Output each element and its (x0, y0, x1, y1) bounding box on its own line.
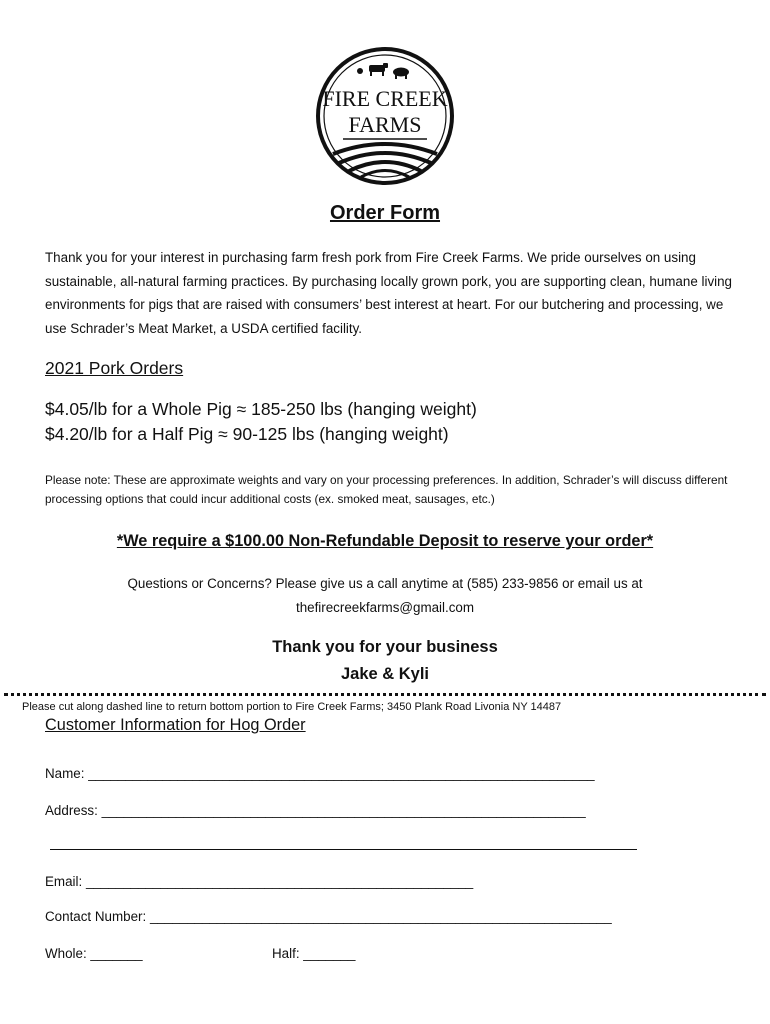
half-blank[interactable]: _______ (303, 946, 356, 961)
customer-info-heading: Customer Information for Hog Order (45, 716, 306, 734)
email-label: Email: (45, 874, 83, 889)
whole-blank[interactable]: _______ (90, 946, 143, 961)
contact-email[interactable]: thefirecreekfarms@gmail.com (295, 600, 475, 615)
contact-line: Questions or Concerns? Please give us a call anytime at (585) 233-9856 or email us at (127, 576, 643, 591)
processing-note: Please note: These are approximate weights and vary on your processing preferences. In addition, Schrader’s will discuss different processing options that could incur additional costs (ex. smoked meat, sausages, etc.) (45, 473, 728, 506)
logo-emblem (305, 46, 465, 186)
contact-number-label: Contact Number: (45, 909, 147, 924)
logo-line1: FIRE CREEK (322, 86, 448, 111)
address-line-2[interactable] (50, 849, 637, 850)
whole-field[interactable] (45, 946, 143, 961)
name-field[interactable] (45, 766, 595, 781)
half-label: Half: (272, 946, 300, 961)
contact-info (0, 572, 770, 620)
animals-icon (357, 63, 409, 79)
intro-paragraph: Thank you for your interest in purchasing farm fresh pork from Fire Creek Farms. We pride ourselves on using sustainable, all-natural farming practices. By purchasing locally grown pork, you are supporting clean, humane living environments for pigs that are raised with consumers’ best interest at heart. For our butchering and processing, we use Schrader’s Meat Market, a USDA certified facility. (45, 250, 733, 337)
name-label: Name: (45, 766, 85, 781)
email-blank[interactable]: ____________________________________________________ (85, 874, 474, 889)
address-field[interactable] (45, 803, 586, 818)
farm-logo (305, 46, 465, 186)
name-blank[interactable]: ____________________________________________________________________ (88, 766, 595, 781)
whole-label: Whole: (45, 946, 87, 961)
address-blank[interactable]: _________________________________________________________________ (101, 803, 586, 818)
contact-number-blank[interactable]: ______________________________________________________________ (149, 909, 612, 924)
price-whole-pig: $4.05/lb for a Whole Pig ≈ 185-250 lbs (hanging weight) (45, 399, 477, 419)
email-field[interactable] (45, 874, 473, 889)
signature-names: Jake & Kyli (340, 665, 430, 683)
page-title: Order Form (329, 202, 441, 224)
price-half-pig: $4.20/lb for a Half Pig ≈ 90-125 lbs (hanging weight) (45, 424, 449, 444)
half-field[interactable] (272, 946, 355, 961)
thanks-line: Thank you for your business (272, 638, 498, 656)
address-label: Address: (45, 803, 98, 818)
logo-line2: FARMS (348, 112, 422, 137)
orders-heading: 2021 Pork Orders (45, 358, 184, 378)
thank-you (0, 634, 770, 688)
cut-instructions: Please cut along dashed line to return bottom portion to Fire Creek Farms; 3450 Plank Road Livonia NY 14487 (22, 701, 562, 713)
contact-number-field[interactable] (45, 909, 612, 924)
cut-line (4, 693, 766, 696)
deposit-notice: *We require a $100.00 Non-Refundable Deposit to reserve your order* (116, 532, 654, 550)
